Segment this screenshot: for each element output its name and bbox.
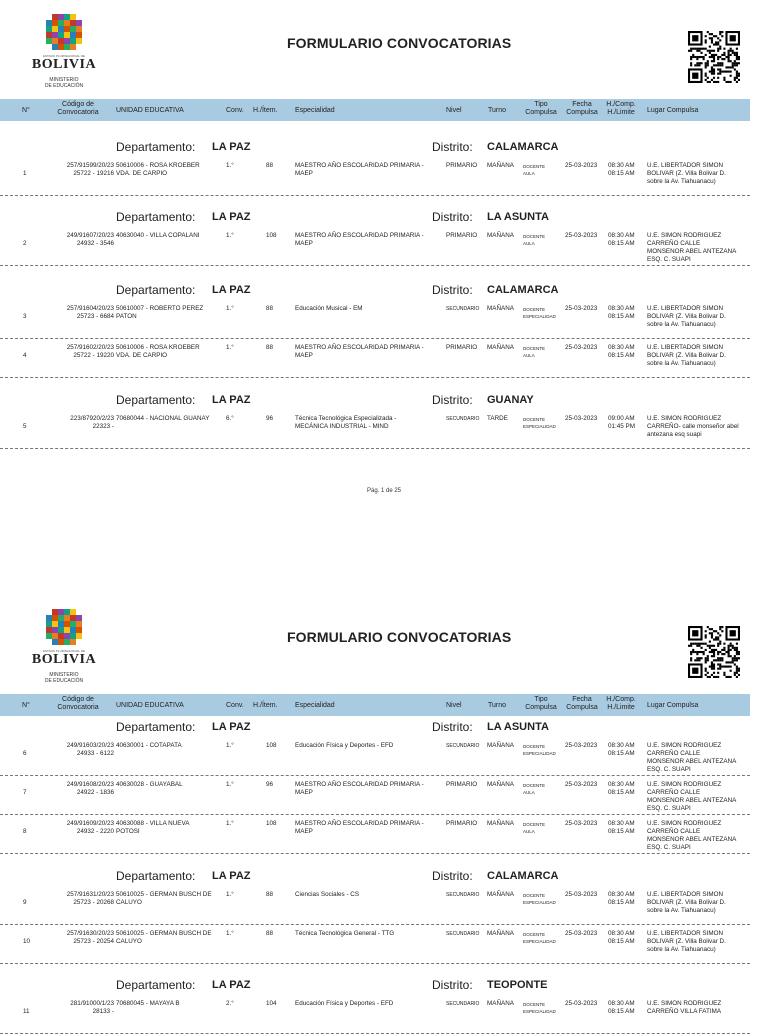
col-codigo: Código de Convocatoria bbox=[57, 101, 99, 116]
row-unidad: 40630088 - VILLA NUEVA POTOSI bbox=[116, 820, 190, 835]
row-conv: 2.° bbox=[226, 1000, 234, 1007]
district-label: Distrito: bbox=[432, 283, 473, 297]
row-especialidad: Técnica Tecnológica Especializada - MECÁNICA INDUSTRIAL - MIND bbox=[295, 415, 397, 430]
row-turno: MAÑANA bbox=[487, 344, 514, 351]
district-value: TEOPONTE bbox=[487, 979, 548, 991]
row-tipo: DOCENTE ESPECIALIDAD bbox=[523, 893, 556, 905]
row-unidad: 50610006 - ROSA KROEBER VDA. DE CARPIO bbox=[116, 162, 200, 177]
row-unidad: 70680045 - MAYAYA B bbox=[116, 1000, 180, 1007]
table-header: N° Código de Convocatoria UNIDAD EDUCATIVA Conv. H./Ítem. Especialidad Nivel Turno Tipo Compulsa Fecha Compulsa H./Comp. H./Limite Lugar Compulsa bbox=[0, 99, 750, 121]
row-tipo: DOCENTE ESPECIALIDAD bbox=[523, 744, 556, 756]
row-fecha: 25-03-2023 bbox=[565, 820, 598, 827]
row-especialidad: MAESTRO AÑO ESCOLARIDAD PRIMARIA - MAEP bbox=[295, 232, 424, 247]
department-value: LA PAZ bbox=[212, 211, 251, 223]
row-hora: 08:30 AM 08:15 AM bbox=[608, 162, 635, 177]
row-turno: MAÑANA bbox=[487, 1000, 514, 1007]
row-nivel: PRIMARIO bbox=[446, 162, 478, 169]
row-hora: 08:30 AM 08:15 AM bbox=[608, 232, 635, 247]
table-row bbox=[0, 926, 750, 964]
row-hitem: 88 bbox=[266, 305, 274, 312]
row-conv: 1.° bbox=[226, 344, 234, 351]
department-label: Departamento: bbox=[116, 210, 196, 224]
district-label: Distrito: bbox=[432, 978, 473, 992]
row-codigo: 249/91608/20/23 24922 - 1836 bbox=[66, 781, 114, 796]
row-unidad: 40630028 - GUAYABAL bbox=[116, 781, 183, 788]
row-tipo: DOCENTE AULA bbox=[523, 822, 546, 834]
row-turno: MAÑANA bbox=[487, 820, 514, 827]
table-header: N° Código de Convocatoria UNIDAD EDUCATIVA Conv. H./Ítem. Especialidad Nivel Turno Tipo Compulsa Fecha Compulsa H./Comp. H./Limite Lugar Compulsa bbox=[0, 694, 750, 716]
row-lugar: U.E. SIMON RODRIGUEZ CARREÑO CALLE MONSENOR ABEL ANTEZANA ESQ. C. SUAPI bbox=[647, 781, 737, 812]
row-especialidad: Educación Física y Deportes - EFD bbox=[295, 742, 394, 749]
row-number: 5 bbox=[23, 423, 27, 430]
row-fecha: 25-03-2023 bbox=[565, 1000, 598, 1007]
row-especialidad: Educación Física y Deportes - EFD bbox=[295, 1000, 394, 1007]
district-value: CALAMARCA bbox=[487, 870, 559, 882]
row-hora: 08:30 AM 08:15 AM bbox=[608, 781, 635, 796]
row-fecha: 25-03-2023 bbox=[565, 930, 598, 937]
table-row bbox=[0, 158, 750, 196]
row-hitem: 88 bbox=[266, 930, 274, 937]
row-turno: TARDE bbox=[487, 415, 508, 422]
row-codigo: 281/91000/1/23 28133 - bbox=[70, 1000, 114, 1015]
district-value: LA ASUNTA bbox=[487, 211, 549, 223]
district-value: CALAMARCA bbox=[487, 141, 559, 153]
row-codigo: 257/91630/20/23 25723 - 20254 bbox=[66, 930, 114, 945]
row-hora: 08:30 AM 08:15 AM bbox=[608, 1000, 635, 1015]
row-nivel: SECUNDARIO bbox=[446, 306, 480, 312]
row-nivel: PRIMARIO bbox=[446, 232, 478, 239]
row-number: 10 bbox=[23, 938, 31, 945]
department-label: Departamento: bbox=[116, 140, 196, 154]
district-label: Distrito: bbox=[432, 210, 473, 224]
district-value: GUANAY bbox=[487, 394, 534, 406]
row-nivel: SECUNDARIO bbox=[446, 416, 480, 422]
row-hitem: 96 bbox=[266, 781, 274, 788]
department-value: LA PAZ bbox=[212, 870, 251, 882]
district-value: CALAMARCA bbox=[487, 284, 559, 296]
department-value: LA PAZ bbox=[212, 979, 251, 991]
row-nivel: SECUNDARIO bbox=[446, 1001, 480, 1007]
row-hora: 08:30 AM 08:15 AM bbox=[608, 891, 635, 906]
table-row bbox=[0, 996, 750, 1034]
row-hitem: 108 bbox=[266, 742, 277, 749]
row-unidad: 40630040 - VILLA COPALANI bbox=[116, 232, 200, 239]
document-title: FORMULARIO CONVOCATORIAS bbox=[287, 35, 512, 51]
row-turno: MAÑANA bbox=[487, 305, 514, 312]
row-number: 3 bbox=[23, 313, 27, 320]
row-hora: 08:30 AM 08:15 AM bbox=[608, 930, 635, 945]
row-hora: 08:30 AM 08:15 AM bbox=[608, 344, 635, 359]
row-conv: 1.° bbox=[226, 305, 234, 312]
department-value: LA PAZ bbox=[212, 141, 251, 153]
row-codigo: 249/91603/20/23 24933 - 6122 bbox=[66, 742, 114, 757]
row-conv: 1.° bbox=[226, 232, 234, 239]
row-conv: 1.° bbox=[226, 162, 234, 169]
row-lugar: U.E. LIBERTADOR SIMON BOLIVAR (Z. Villa Bolivar D. sobre la Av. Tiahuanacu) bbox=[647, 891, 726, 914]
department-value: LA PAZ bbox=[212, 394, 251, 406]
department-label: Departamento: bbox=[116, 978, 196, 992]
row-tipo: DOCENTE ESPECIALIDAD bbox=[523, 307, 556, 319]
row-unidad: 50610025 - GERMAN BUSCH DE CALUYO bbox=[116, 930, 212, 945]
row-lugar: U.E. LIBERTADOR SIMON BOLIVAR (Z. Villa Bolivar D. sobre la Av. Tiahuanacu) bbox=[647, 930, 726, 953]
row-turno: MAÑANA bbox=[487, 232, 514, 239]
department-label: Departamento: bbox=[116, 720, 196, 734]
row-hora: 08:30 AM 08:15 AM bbox=[608, 742, 635, 757]
department-value: LA PAZ bbox=[212, 721, 251, 733]
row-unidad: 50610007 - ROBERTO PEREZ PATON bbox=[116, 305, 204, 320]
row-lugar: U.E. SIMON RODRIGUEZ CARREÑO CALLE MONSENOR ABEL ANTEZANA ESQ. C. SUAPI bbox=[647, 742, 737, 773]
qr-code-icon bbox=[688, 626, 740, 678]
page-footer: Pág. 1 de 25 bbox=[366, 488, 402, 494]
row-nivel: PRIMARIO bbox=[446, 820, 478, 827]
row-hitem: 108 bbox=[266, 232, 277, 239]
row-especialidad: MAESTRO AÑO ESCOLARIDAD PRIMARIA - MAEP bbox=[295, 820, 424, 835]
row-number: 7 bbox=[23, 789, 27, 796]
table-row bbox=[0, 816, 750, 854]
row-hitem: 88 bbox=[266, 162, 274, 169]
qr-code-icon bbox=[688, 31, 740, 83]
row-fecha: 25-03-2023 bbox=[565, 162, 598, 169]
row-fecha: 25-03-2023 bbox=[565, 891, 598, 898]
district-label: Distrito: bbox=[432, 393, 473, 407]
row-number: 2 bbox=[23, 240, 27, 247]
row-codigo: 249/91609/20/23 24932 - 2220 bbox=[66, 820, 114, 835]
row-especialidad: Educación Musical - EM bbox=[295, 305, 363, 312]
district-label: Distrito: bbox=[432, 720, 473, 734]
district-label: Distrito: bbox=[432, 869, 473, 883]
document-page-2 bbox=[0, 590, 768, 1024]
row-conv: 1.° bbox=[226, 820, 234, 827]
row-lugar: U.E. LIBERTADOR SIMON BOLIVAR (Z. Villa Bolivar D. sobre la Av. Tiahuanacu) bbox=[647, 305, 726, 328]
row-especialidad: Técnica Tecnológica General - TTG bbox=[295, 930, 395, 937]
row-fecha: 25-03-2023 bbox=[565, 781, 598, 788]
table-row bbox=[0, 228, 750, 266]
row-turno: MAÑANA bbox=[487, 162, 514, 169]
table-row bbox=[0, 340, 750, 378]
row-tipo: DOCENTE ESPECIALIDAD bbox=[523, 417, 556, 429]
row-especialidad: MAESTRO AÑO ESCOLARIDAD PRIMARIA - MAEP bbox=[295, 781, 424, 796]
table-row bbox=[0, 411, 750, 449]
row-fecha: 25-03-2023 bbox=[565, 305, 598, 312]
row-tipo: DOCENTE ESPECIALIDAD bbox=[523, 932, 556, 944]
group-header bbox=[0, 978, 768, 994]
row-hitem: 108 bbox=[266, 820, 277, 827]
row-codigo: 257/91599/20/23 25722 - 19216 bbox=[66, 162, 114, 177]
row-unidad: 50610006 - ROSA KROEBER VDA. DE CARPIO bbox=[116, 344, 200, 359]
row-turno: MAÑANA bbox=[487, 742, 514, 749]
row-tipo: DOCENTE AULA bbox=[523, 783, 546, 795]
table-row bbox=[0, 301, 750, 339]
row-nivel: PRIMARIO bbox=[446, 781, 478, 788]
table-row bbox=[0, 887, 750, 925]
row-tipo: DOCENTE ESPECIALIDAD bbox=[523, 1002, 556, 1014]
bolivia-ministry-logo: ESTADO PLURINACIONAL DE BOLIVIA MINISTERIO DE EDUCACIÓN bbox=[28, 12, 100, 89]
row-especialidad: MAESTRO AÑO ESCOLARIDAD PRIMARIA - MAEP bbox=[295, 162, 424, 177]
row-tipo: DOCENTE AULA bbox=[523, 346, 546, 358]
row-nivel: PRIMARIO bbox=[446, 344, 478, 351]
row-lugar: U.E. SIMON RODRIGUEZ CARREÑO CALLE MONSENOR ABEL ANTEZANA ESQ. C. SUAPI bbox=[647, 820, 737, 851]
row-codigo: 257/91604/20/23 25723 - 6684 bbox=[66, 305, 114, 320]
row-unidad: 50610025 - GERMAN BUSCH DE CALUYO bbox=[116, 891, 212, 906]
row-hitem: 88 bbox=[266, 891, 274, 898]
row-unidad: 70680044 - NACIONAL GUANAY bbox=[116, 415, 210, 422]
row-fecha: 25-03-2023 bbox=[565, 344, 598, 351]
department-label: Departamento: bbox=[116, 283, 196, 297]
row-hitem: 88 bbox=[266, 344, 274, 351]
table-row bbox=[0, 738, 750, 776]
group-header bbox=[0, 393, 768, 409]
row-tipo: DOCENTE AULA bbox=[523, 234, 546, 246]
row-lugar: U.E. LIBERTADOR SIMON BOLIVAR (Z. Villa Bolivar D. sobre la Av. Tiahuanacu) bbox=[647, 344, 726, 367]
row-number: 11 bbox=[23, 1008, 30, 1015]
row-lugar: U.E. SIMON RODRIGUEZ CARREÑO CALLE MONSENOR ABEL ANTEZANA ESQ. C. SUAPI bbox=[647, 232, 737, 263]
row-unidad: 40630001 - COTAPATA bbox=[116, 742, 182, 749]
row-nivel: SECUNDARIO bbox=[446, 892, 480, 898]
row-conv: 1.° bbox=[226, 742, 234, 749]
row-lugar: U.E. SIMON RODRIGUEZ CARREÑO- calle monseñor abel antezana esq suapi bbox=[647, 415, 739, 438]
row-lugar: U.E. SIMON RODRIGUEZ CARREÑO VILLA FATIMA bbox=[647, 1000, 722, 1015]
row-hora: 09:00 AM 01:45 PM bbox=[608, 415, 635, 430]
row-number: 9 bbox=[23, 899, 27, 906]
row-conv: 6.° bbox=[226, 415, 234, 422]
row-nivel: SECUNDARIO bbox=[446, 931, 480, 937]
row-turno: MAÑANA bbox=[487, 781, 514, 788]
row-fecha: 25-03-2023 bbox=[565, 742, 598, 749]
row-lugar: U.E. LIBERTADOR SIMON BOLIVAR (Z. Villa Bolivar D. sobre la Av. Tiahuanacu) bbox=[647, 162, 726, 185]
row-conv: 1.° bbox=[226, 930, 234, 937]
row-conv: 1.° bbox=[226, 781, 234, 788]
row-number: 6 bbox=[23, 750, 27, 757]
row-codigo: 257/91602/20/23 25722 - 19220 bbox=[66, 344, 114, 359]
row-turno: MAÑANA bbox=[487, 891, 514, 898]
coat-of-arms-icon bbox=[44, 607, 84, 647]
district-value: LA ASUNTA bbox=[487, 721, 549, 733]
group-header bbox=[0, 720, 768, 736]
group-header bbox=[0, 210, 768, 226]
row-conv: 1.° bbox=[226, 891, 234, 898]
row-especialidad: Ciencias Sociales - CS bbox=[295, 891, 360, 898]
row-especialidad: MAESTRO AÑO ESCOLARIDAD PRIMARIA - MAEP bbox=[295, 344, 424, 359]
group-header bbox=[0, 140, 768, 156]
document-title: FORMULARIO CONVOCATORIAS bbox=[287, 629, 512, 645]
district-label: Distrito: bbox=[432, 140, 473, 154]
group-header bbox=[0, 283, 768, 299]
row-hitem: 96 bbox=[266, 415, 274, 422]
row-codigo: 257/91631/20/23 25723 - 20268 bbox=[66, 891, 114, 906]
row-fecha: 25-03-2023 bbox=[565, 232, 598, 239]
row-hora: 08:30 AM 08:15 AM bbox=[608, 305, 635, 320]
department-label: Departamento: bbox=[116, 393, 196, 407]
group-header bbox=[0, 869, 768, 885]
row-codigo: 249/91607/20/23 24932 - 3546 bbox=[66, 232, 114, 247]
row-nivel: SECUNDARIO bbox=[446, 743, 480, 749]
row-turno: MAÑANA bbox=[487, 930, 514, 937]
row-number: 4 bbox=[23, 352, 27, 359]
row-number: 1 bbox=[23, 170, 27, 177]
row-hitem: 104 bbox=[266, 1000, 277, 1007]
row-hora: 08:30 AM 08:15 AM bbox=[608, 820, 635, 835]
department-label: Departamento: bbox=[116, 869, 196, 883]
row-fecha: 25-03-2023 bbox=[565, 415, 598, 422]
department-value: LA PAZ bbox=[212, 284, 251, 296]
row-tipo: DOCENTE AULA bbox=[523, 164, 546, 176]
table-row bbox=[0, 777, 750, 815]
coat-of-arms-icon bbox=[44, 12, 84, 52]
row-number: 8 bbox=[23, 828, 27, 835]
bolivia-ministry-logo: ESTADO PLURINACIONAL DE BOLIVIA MINISTERIO DE EDUCACIÓN bbox=[28, 607, 100, 684]
row-codigo: 223/87920/2/23 22323 - bbox=[70, 415, 114, 430]
